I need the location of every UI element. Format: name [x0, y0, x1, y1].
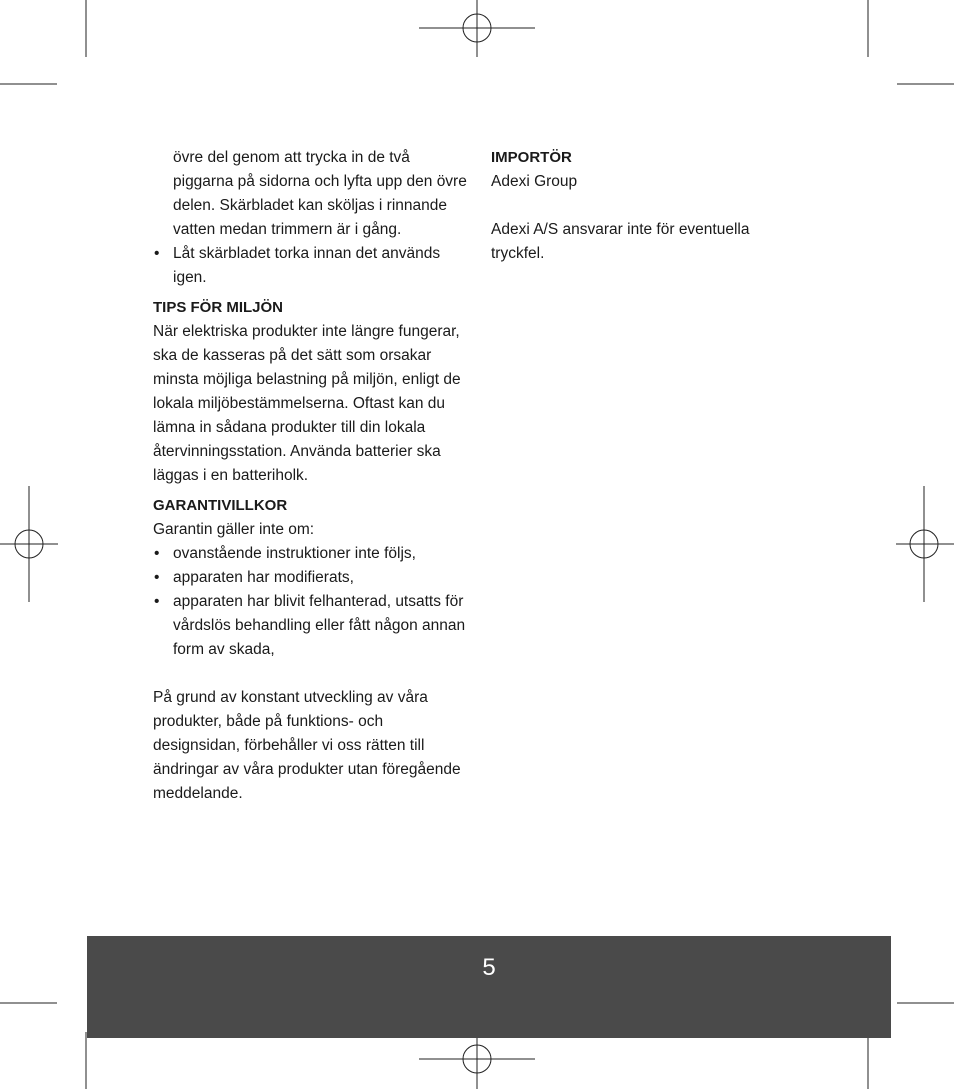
list-item: • Låt skärbladet torka innan det används igen.	[153, 242, 473, 290]
importer-heading: IMPORTÖR	[491, 149, 572, 166]
environment-heading: TIPS FÖR MILJÖN	[153, 299, 284, 316]
warranty-bullet-list	[153, 542, 473, 662]
warranty-heading: GARANTIVILLKOR	[153, 497, 288, 514]
importer-name: Adexi Group	[491, 173, 578, 190]
continued-instruction-text: övre del genom att trycka in de två piggarna på sidorna och lyfta upp den övre delen. Skärbladet kan sköljas i rinnande vatten medan trimmern är i gång.	[173, 149, 467, 238]
page-number: 5	[482, 954, 496, 981]
warranty-closing-text: På grund av konstant utveckling av våra produkter, både på funktions- och designsidan, förbehåller vi oss rätten till ändringar av våra produkter utan föregående meddelande.	[153, 689, 461, 802]
continued-bullet-list	[153, 242, 473, 290]
warranty-intro: Garantin gäller inte om:	[153, 521, 315, 538]
right-column	[491, 146, 791, 266]
left-column	[153, 146, 473, 806]
environment-text: När elektriska produkter inte längre fungerar, ska de kasseras på det sätt som orsakar minsta möjliga belastning på miljön, enligt de lokala miljöbestämmelserna. Oftast kan du lämna in sådana produkter till din lokala återvinningsstation. Använda batterier ska läggas i en batteriholk.	[153, 323, 461, 484]
page-footer-band	[87, 936, 891, 1038]
list-item: • apparaten har modifierats,	[153, 566, 473, 590]
list-item: • apparaten har blivit felhanterad, utsatts för vårdslös behandling eller fått någon annan form av skada,	[153, 590, 473, 662]
misprint-disclaimer: Adexi A/S ansvarar inte för eventuella tryckfel.	[491, 221, 750, 262]
list-item: • ovanstående instruktioner inte följs,	[153, 542, 473, 566]
